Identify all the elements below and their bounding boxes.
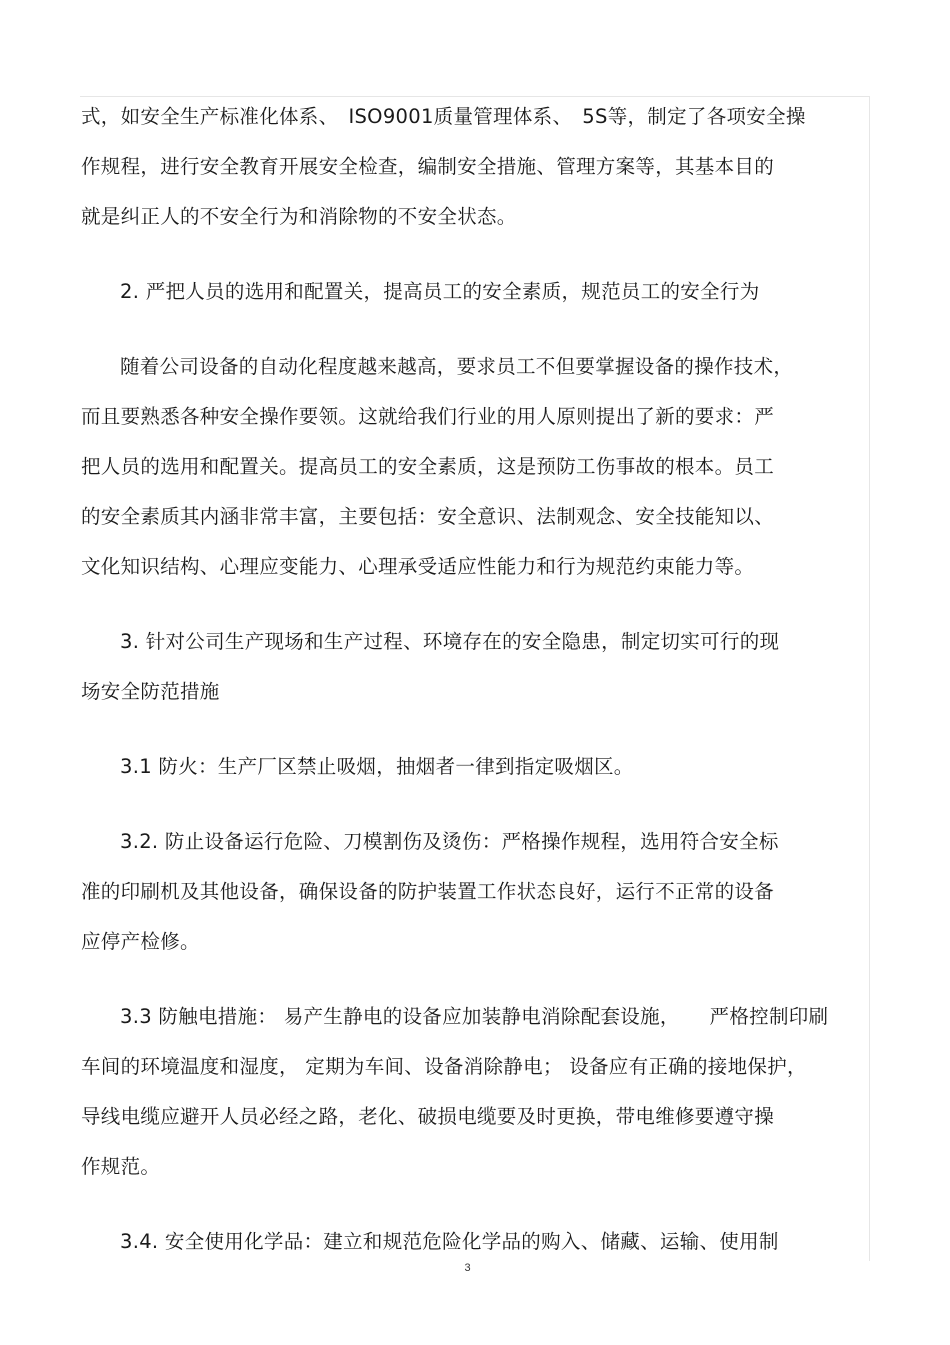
text-line: 准的印刷机及其他设备，确保设备的防护装置工作状态良好，运行不正常的设备 [81, 880, 775, 903]
text-line: 把人员的选用和配置关。提高员工的安全素质，这是预防工伤事故的根本。员工 [81, 455, 775, 478]
subsection-line: 3.4. 安全使用化学品：建立和规范危险化学品的购入、储藏、运输、使用制 [120, 1230, 779, 1253]
page-number: 3 [464, 1262, 471, 1274]
text-line: 车间的环境温度和湿度， 定期为车间、设备消除静电； 设备应有正确的接地保护， [81, 1055, 807, 1078]
text-line: 而且要熟悉各种安全操作要领。这就给我们行业的用人原则提出了新的要求：严 [81, 405, 775, 428]
text-line: 作规范。 [81, 1155, 161, 1178]
text-line: 式，如安全生产标准化体系、 ISO9001质量管理体系、 5S等，制定了各项安全操 [81, 105, 806, 128]
subsection-line: 3.1 防火：生产厂区禁止吸烟，抽烟者一律到指定吸烟区。 [120, 755, 634, 778]
section-heading-continued: 场安全防范措施 [81, 680, 220, 703]
text-line: 文化知识结构、心理应变能力、心理承受适应性能力和行为规范约束能力等。 [81, 555, 755, 578]
text-line: 导线电缆应避开人员必经之路，老化、破损电缆要及时更换，带电维修要遵守操 [81, 1105, 775, 1128]
text-line: 应停产检修。 [81, 930, 200, 953]
section-heading: 3. 针对公司生产现场和生产过程、环境存在的安全隐患，制定切实可行的现 [120, 630, 780, 653]
subsection-line: 3.2. 防止设备运行危险、刀模割伤及烫伤：严格操作规程，选用符合安全标 [120, 830, 779, 853]
text-line: 随着公司设备的自动化程度越来越高，要求员工不但要掌握设备的操作技术， [120, 355, 794, 378]
text-line: 作规程，进行安全教育开展安全检查，编制安全措施、管理方案等，其基本目的 [81, 155, 775, 178]
page-border-right [869, 96, 870, 1261]
page-border-top [80, 96, 870, 97]
text-line: 就是纠正人的不安全行为和消除物的不安全状态。 [81, 205, 517, 228]
subsection-line: 3.3 防触电措施： 易产生静电的设备应加装静电消除配套设施， 严格控制印刷 [120, 1005, 829, 1028]
text-line: 的安全素质其内涵非常丰富，主要包括：安全意识、法制观念、安全技能知以、 [81, 505, 775, 528]
section-heading: 2. 严把人员的选用和配置关，提高员工的安全素质，规范员工的安全行为 [120, 280, 760, 303]
